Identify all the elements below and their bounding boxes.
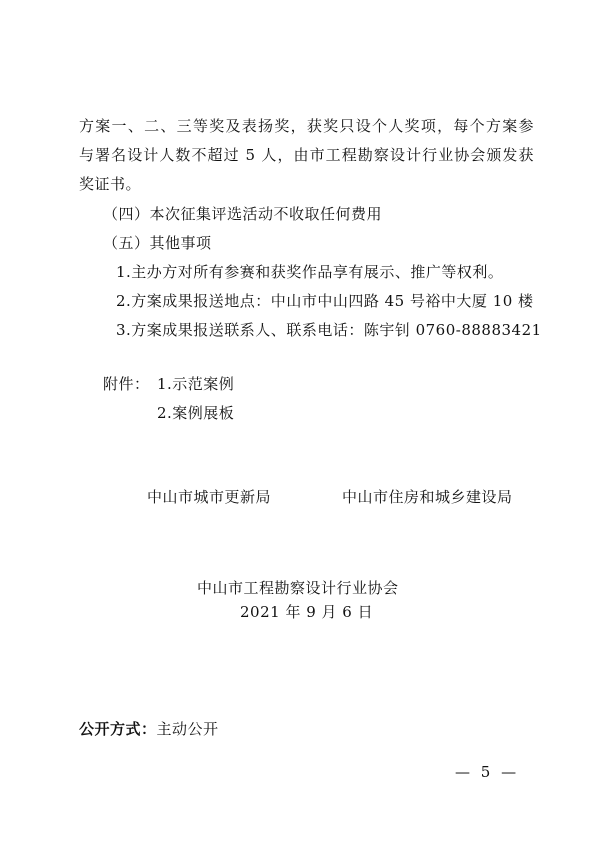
disclosure-value: 主动公开 <box>156 720 219 738</box>
disclosure-row <box>79 719 219 739</box>
paragraph-line-1: 方案一、二、三等奖及表扬奖，获奖只设个人奖项，每个方案参 <box>79 117 534 135</box>
page-number: — 5 — <box>455 763 520 781</box>
attachments-label: 附件： <box>103 375 150 393</box>
signature-org-3: 中山市工程勘察设计行业协会 <box>197 579 399 597</box>
signature-org-2: 中山市住房和城乡建设局 <box>342 488 513 506</box>
section-item-4: （四）本次征集评选活动不收取任何费用 <box>103 205 383 223</box>
section-item-5: （五）其他事项 <box>103 234 212 252</box>
sub-item-1: 1.主办方对所有参赛和获奖作品享有展示、推广等权利。 <box>116 263 504 281</box>
signature-date: 2021 年 9 月 6 日 <box>240 603 374 621</box>
attachment-item-2: 2.案例展板 <box>157 404 235 422</box>
signature-org-1: 中山市城市更新局 <box>147 488 272 506</box>
paragraph-line-3: 奖证书。 <box>79 175 142 193</box>
attachment-item-1: 1.示范案例 <box>157 375 235 393</box>
sub-item-2: 2.方案成果报送地点：中山市中山四路 45 号裕中大厦 10 楼 <box>116 292 534 310</box>
disclosure-label: 公开方式： <box>79 720 157 738</box>
sub-item-3: 3.方案成果报送联系人、联系电话：陈宇钊 0760-88883421 <box>116 321 542 339</box>
paragraph-line-2: 与署名设计人数不超过 5 人，由市工程勘察设计行业协会颁发获 <box>79 146 534 164</box>
